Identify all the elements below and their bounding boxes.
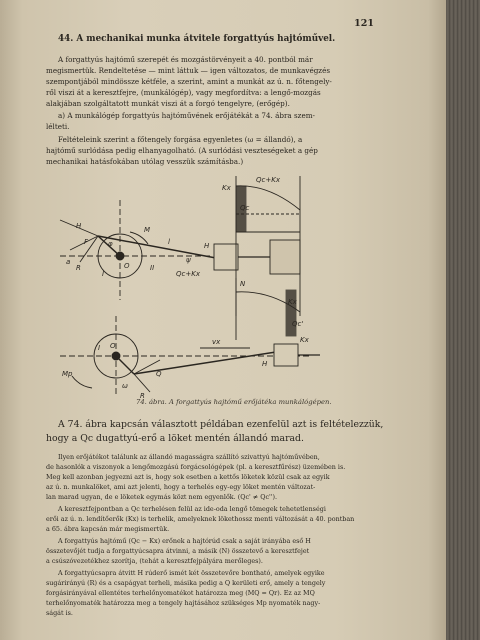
text-line: lan marad ugyan, de e löketek egymás közt nem egyenlők. (Qc' ≠ Qc'').: [46, 493, 278, 501]
svg-text:O: O: [124, 262, 130, 270]
svg-text:H: H: [76, 222, 82, 230]
text-line: A 74. ábra kapcsán választott példában ezenfelül azt is feltételezzük,: [58, 419, 384, 430]
text-line: de hasonlók a viszonyok a lengőmozgású forgácsológépek (pl. a keresztfűrész) üzemében is.: [46, 463, 346, 471]
text-line: az ú. n. munkalöket, ami azt jelenti, hogy a terhelés egy-egy löket mentén változat-: [46, 483, 316, 491]
svg-text:ψ: ψ: [186, 256, 191, 264]
svg-text:Qc: Qc: [240, 204, 250, 212]
svg-text:Kx: Kx: [300, 336, 309, 344]
text-line: Feltételeink szerint a főtengely forgása egyenletes (ω = állandó), a: [58, 135, 303, 144]
text-line: szempontjából mindössze kétféle, a szerint, amint a munkát az ú. n. főtengely-: [46, 77, 332, 86]
text-line: Meg kell azonban jegyezni azt is, hogy sok esetben a kettős löketek közül csak az egyik: [46, 473, 330, 481]
crosshead: [214, 244, 238, 270]
text-line: ről viszi át a keresztfejre, (munkálógép), vagy megfordítva: a lengő-mozgás: [46, 88, 321, 97]
svg-text:Kx: Kx: [222, 184, 231, 192]
svg-text:Kx: Kx: [288, 298, 297, 306]
text-line: sugárirányú (R) és a csapágyat terheli, másika pedig a Q kerületi erő, amely a tengely: [46, 579, 326, 587]
svg-text:vx: vx: [212, 338, 221, 346]
svg-text:H: H: [204, 242, 210, 250]
text-line: forgásirányával ellentétes terhelőnyomatékot határozza meg (MQ = Qr). Ez az MQ: [46, 589, 315, 597]
text-line: A forgattyúcsapra átvitt H rúderő ismét két összetevőre bontható, amelyek egyike: [58, 569, 325, 577]
svg-text:R: R: [140, 392, 145, 400]
svg-text:Qc': Qc': [292, 320, 304, 328]
svg-text:O: O: [110, 342, 116, 350]
svg-text:a: a: [66, 258, 71, 266]
text-line: a 65. ábra kapcsán már megismertük.: [46, 525, 170, 533]
page-number: 121: [354, 18, 374, 29]
figure-caption: 74. ábra. A forgattyús hajtómű erőjátéka munkálógépen.: [136, 398, 332, 406]
text-line: lélteti.: [46, 122, 70, 131]
force-R-line: [80, 236, 98, 262]
text-line: terhelőnyomaték határozza meg a tengely hajtásához szükséges Mp nyomaték nagy-: [46, 599, 321, 607]
svg-text:H: H: [262, 360, 268, 368]
svg-text:Qc+Kx: Qc+Kx: [256, 176, 280, 184]
svg-text:Mp: Mp: [62, 370, 73, 378]
text-line: mechanikai hatásfokában utólag vesszük számításba.): [46, 157, 244, 166]
text-line: hajtómű surlódása pedig elhanyagolható. (A surlódási veszteségeket a gép: [46, 146, 318, 155]
svg-text:I: I: [98, 344, 101, 352]
svg-text:F: F: [84, 238, 89, 246]
text-line: A forgattyús hajtómű (Qc − Kx) erőnek a hajtórúd csak a saját irányába eső H: [58, 537, 311, 545]
text-line: ságát is.: [46, 609, 73, 617]
text-line: A keresztfejpontban a Qc terhelésen felül az ide-oda lengő tömegek tehetetlenségi: [58, 505, 326, 513]
section-title: 44. A mechanikai munka átvitele forgattyús hajtóművel.: [58, 34, 336, 44]
text-line: a) A munkálógép forgattyús hajtóművének erőjátékát a 74. ábra szem-: [58, 111, 315, 120]
text-line: A forgattyús hajtómű szerepét és mozgástörvényeit a 40. pontból már: [58, 55, 313, 64]
svg-text:ω: ω: [122, 382, 128, 390]
svg-text:N: N: [240, 280, 246, 288]
cylinder: [270, 240, 300, 274]
svg-text:l: l: [168, 238, 170, 246]
svg-text:I: I: [102, 270, 105, 278]
text-line: erői az ú. n. lendítőerők (Kx) is terhelik, amelyeknek lökethossz menti változását a 40. pontban: [46, 515, 355, 523]
connecting-rod: [98, 236, 216, 258]
text-line: hogy a Qc dugattyú-erő a löket mentén állandó marad.: [46, 433, 304, 444]
text-line: megismertük. Rendeltetése — mint láttuk — igen változatos, de munkavégzés: [46, 66, 331, 75]
hatched-area: [286, 290, 296, 336]
text-line: összetevőjét tudja a forgattyúcsapra átvinni, a másik (N) összetevő a keresztfejet: [46, 547, 310, 555]
svg-text:Q: Q: [156, 370, 162, 378]
text-line: alakjában szolgáltatott munkát viszi át a forgó tengelyre, (erőgép).: [46, 99, 290, 108]
book-spine-edge: [446, 0, 480, 640]
svg-text:M: M: [144, 226, 151, 234]
svg-text:Qc+Kx: Qc+Kx: [176, 270, 200, 278]
text-line: Ilyen erőjátékot találunk az állandó magasságra szállító szivattyú hajtóművében,: [58, 453, 320, 461]
svg-text:R: R: [76, 264, 81, 272]
svg-text:φ: φ: [108, 240, 113, 248]
text-line: a csúszóvezetékhez szorítja, (tehát a keresztfejpályára merőleges).: [46, 557, 263, 565]
svg-text:II: II: [150, 264, 155, 272]
